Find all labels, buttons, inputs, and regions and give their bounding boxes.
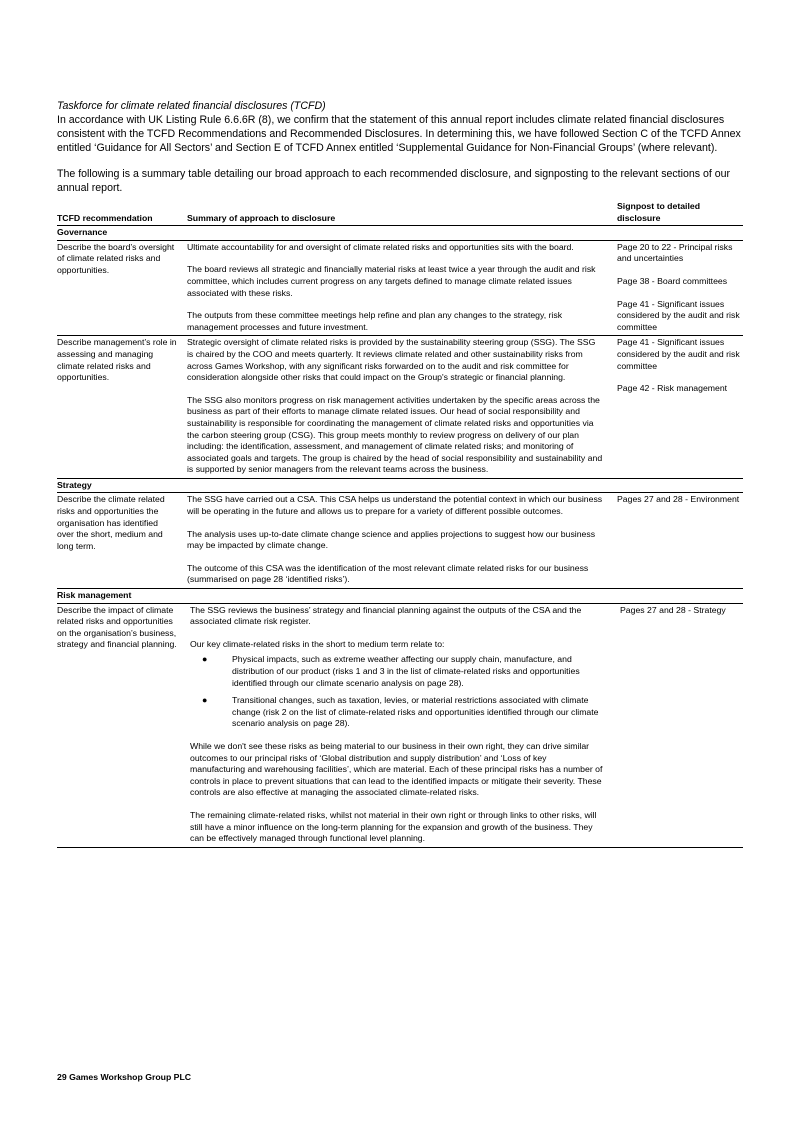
summary-paragraph: The analysis uses up-to-date climate change science and applies projections to suggest how our business may be impacted by climate change. xyxy=(187,528,596,551)
table-header-row xyxy=(57,195,743,226)
list-item xyxy=(190,654,603,689)
signpost-cell xyxy=(617,493,743,589)
intro-paragraph-summary: The following is a summary table detailing our broad approach to each recommended disclosure, and signposting to the relevant sections of our annual report. xyxy=(57,168,731,194)
section-label: Strategy xyxy=(57,478,743,493)
header-signpost: Signpost to detailed disclosure xyxy=(617,195,743,226)
summary-paragraph: The remaining climate-related risks, whilst not material in their own right or through links to other risks, will still have a minor influence on the long-term planning for the expansion and growth of the business. They can be effectively managed through functional level planning. xyxy=(190,809,597,844)
summary-cell xyxy=(187,493,617,589)
summary-paragraph: Strategic oversight of climate related risks is provided by the sustainability steering group (SSG). The SSG is chaired by the COO and meets quarterly. It reviews climate related and other sustainability risks from across Games Workshop, with any significant risks forwarded on to the audit and risk committee for consideration alongside other risks that could impact on the Group's strategic or financial planning. xyxy=(187,337,596,383)
signpost-ref: Page 20 to 22 - Principal risks and uncertainties xyxy=(617,241,733,264)
table-row xyxy=(57,240,743,336)
summary-paragraph: The outputs from these committee meetings help refine and plan any changes to the strategy, risk management processes and future investment. xyxy=(187,310,563,332)
document-page xyxy=(57,99,743,848)
summary-cell xyxy=(187,336,617,479)
signpost-cell xyxy=(617,603,743,847)
section-row-governance xyxy=(57,226,743,241)
summary-paragraph: Our key climate-related risks in the short to medium term relate to: xyxy=(190,638,445,649)
table-row xyxy=(57,493,743,589)
recommendation-cell: Describe the climate related risks and opportunities the organisation has identified over the short, medium and long term. xyxy=(57,493,187,589)
bullet-icon: ● xyxy=(202,695,208,706)
summary-paragraph: The outcome of this CSA was the identification of the most relevant climate related risks for our business (summarised on page 28 ‘identified risks’). xyxy=(187,562,589,585)
bullet-icon: ● xyxy=(202,654,208,665)
signpost-ref: Pages 27 and 28 - Strategy xyxy=(620,604,726,615)
signpost-ref: Pages 27 and 28 - Environment xyxy=(617,494,740,505)
signpost-ref: Page 41 - Significant issues considered by the audit and risk committee xyxy=(617,298,740,332)
signpost-cell xyxy=(617,240,743,336)
recommendation-cell: Describe management’s role in assessing and managing climate related risks and opportunities. xyxy=(57,336,187,479)
summary-paragraph: Ultimate accountability for and oversight of climate related risks and opportunities sits with the board. xyxy=(187,241,574,252)
table-row xyxy=(57,336,743,479)
section-row-risk-management xyxy=(57,589,743,604)
summary-cell xyxy=(187,603,617,847)
bullet-text: Physical impacts, such as extreme weather affecting our supply chain, manufacture, and distribution of our product (risks 1 and 3 in the list of climate-related risks and opportunities identified through our climate scenario analysis on page 28). xyxy=(232,654,580,688)
signpost-ref: Page 42 - Risk management xyxy=(617,383,728,394)
signpost-ref: Page 38 - Board committees xyxy=(617,275,728,286)
page-footer: 29 Games Workshop Group PLC xyxy=(57,1072,192,1082)
recommendation-cell: Describe the board’s oversight of climate related risks and opportunities. xyxy=(57,240,187,336)
bullet-text: Transitional changes, such as taxation, levies, or material restrictions associated with climate change (risk 2 on the list of climate-related risks and opportunities identified through our climate scenario analysis on page 28). xyxy=(232,695,599,729)
tcfd-table xyxy=(57,195,743,848)
section-title: Taskforce for climate related financial disclosures (TCFD) xyxy=(57,100,326,112)
summary-paragraph: While we don't see these risks as being material to our business in their own right, they can drive similar outcomes to our principal risks of ‘Global distribution and supply distribution’ and ‘Loss of key manufacturing and warehousing facilities’, which are material. Each of these principal risks has a number of controls in place to prevent situations that can lead to the identified impacts or mitigate their severity. These controls are also effective at managing the associated climate-related risks. xyxy=(190,740,603,798)
intro-paragraph: In accordance with UK Listing Rule 6.6.6R (8), we confirm that the statement of this annual report includes climate related financial disclosures consistent with the TCFD Recommendations and Recommended Disclosures. In determining this, we have followed Section C of the TCFD Annex entitled ‘Guidance for All Sectors’ and Section E of TCFD Annex entitled ‘Supplemental Guidance for Non-Financial Groups’ (where relevant). xyxy=(57,114,741,154)
signpost-cell xyxy=(617,336,743,479)
header-summary: Summary of approach to disclosure xyxy=(187,195,617,226)
summary-paragraph: The SSG have carried out a CSA. This CSA helps us understand the potential context in which our business will be operating in the future and allows us to prepare for a variety of different possible outcomes. xyxy=(187,494,603,517)
summary-paragraph: The SSG also monitors progress on risk management activities undertaken by the specific areas across the business as part of their efforts to manage climate related issues. Our head of social responsibility and sustainability is responsible for coordinating the management of climate related risks and opportunities via the carbon steering group (CSG). This group meets monthly to review progress on delivery of our plan including: the identification, assessment, and management of climate related risks; and monitoring of associated goals and targets. The group is chaired by the head of social responsibility and sustainability and is supported by senior managers from the relevant teams across the business. xyxy=(187,394,603,475)
summary-paragraph: The SSG reviews the business’ strategy and financial planning against the outputs of the CSA and the associated climate risk register. xyxy=(190,604,582,627)
list-item xyxy=(190,695,603,730)
table-row xyxy=(57,603,743,847)
section-row-strategy xyxy=(57,478,743,493)
section-label: Risk management xyxy=(57,589,743,604)
risk-bullet-list xyxy=(190,654,603,730)
summary-paragraph: The board reviews all strategic and financially material risks at least twice a year through the audit and risk committee, which includes current progress on any targets defined to manage climate related issues associated with these risks. xyxy=(187,264,596,298)
signpost-ref: Page 41 - Significant issues considered by the audit and risk committee xyxy=(617,337,740,371)
section-label: Governance xyxy=(57,226,743,241)
header-recommendation: TCFD recommendation xyxy=(57,195,187,226)
recommendation-cell: Describe the impact of climate related risks and opportunities on the organisation’s business, strategy and financial planning. xyxy=(57,603,187,847)
summary-cell xyxy=(187,240,617,336)
